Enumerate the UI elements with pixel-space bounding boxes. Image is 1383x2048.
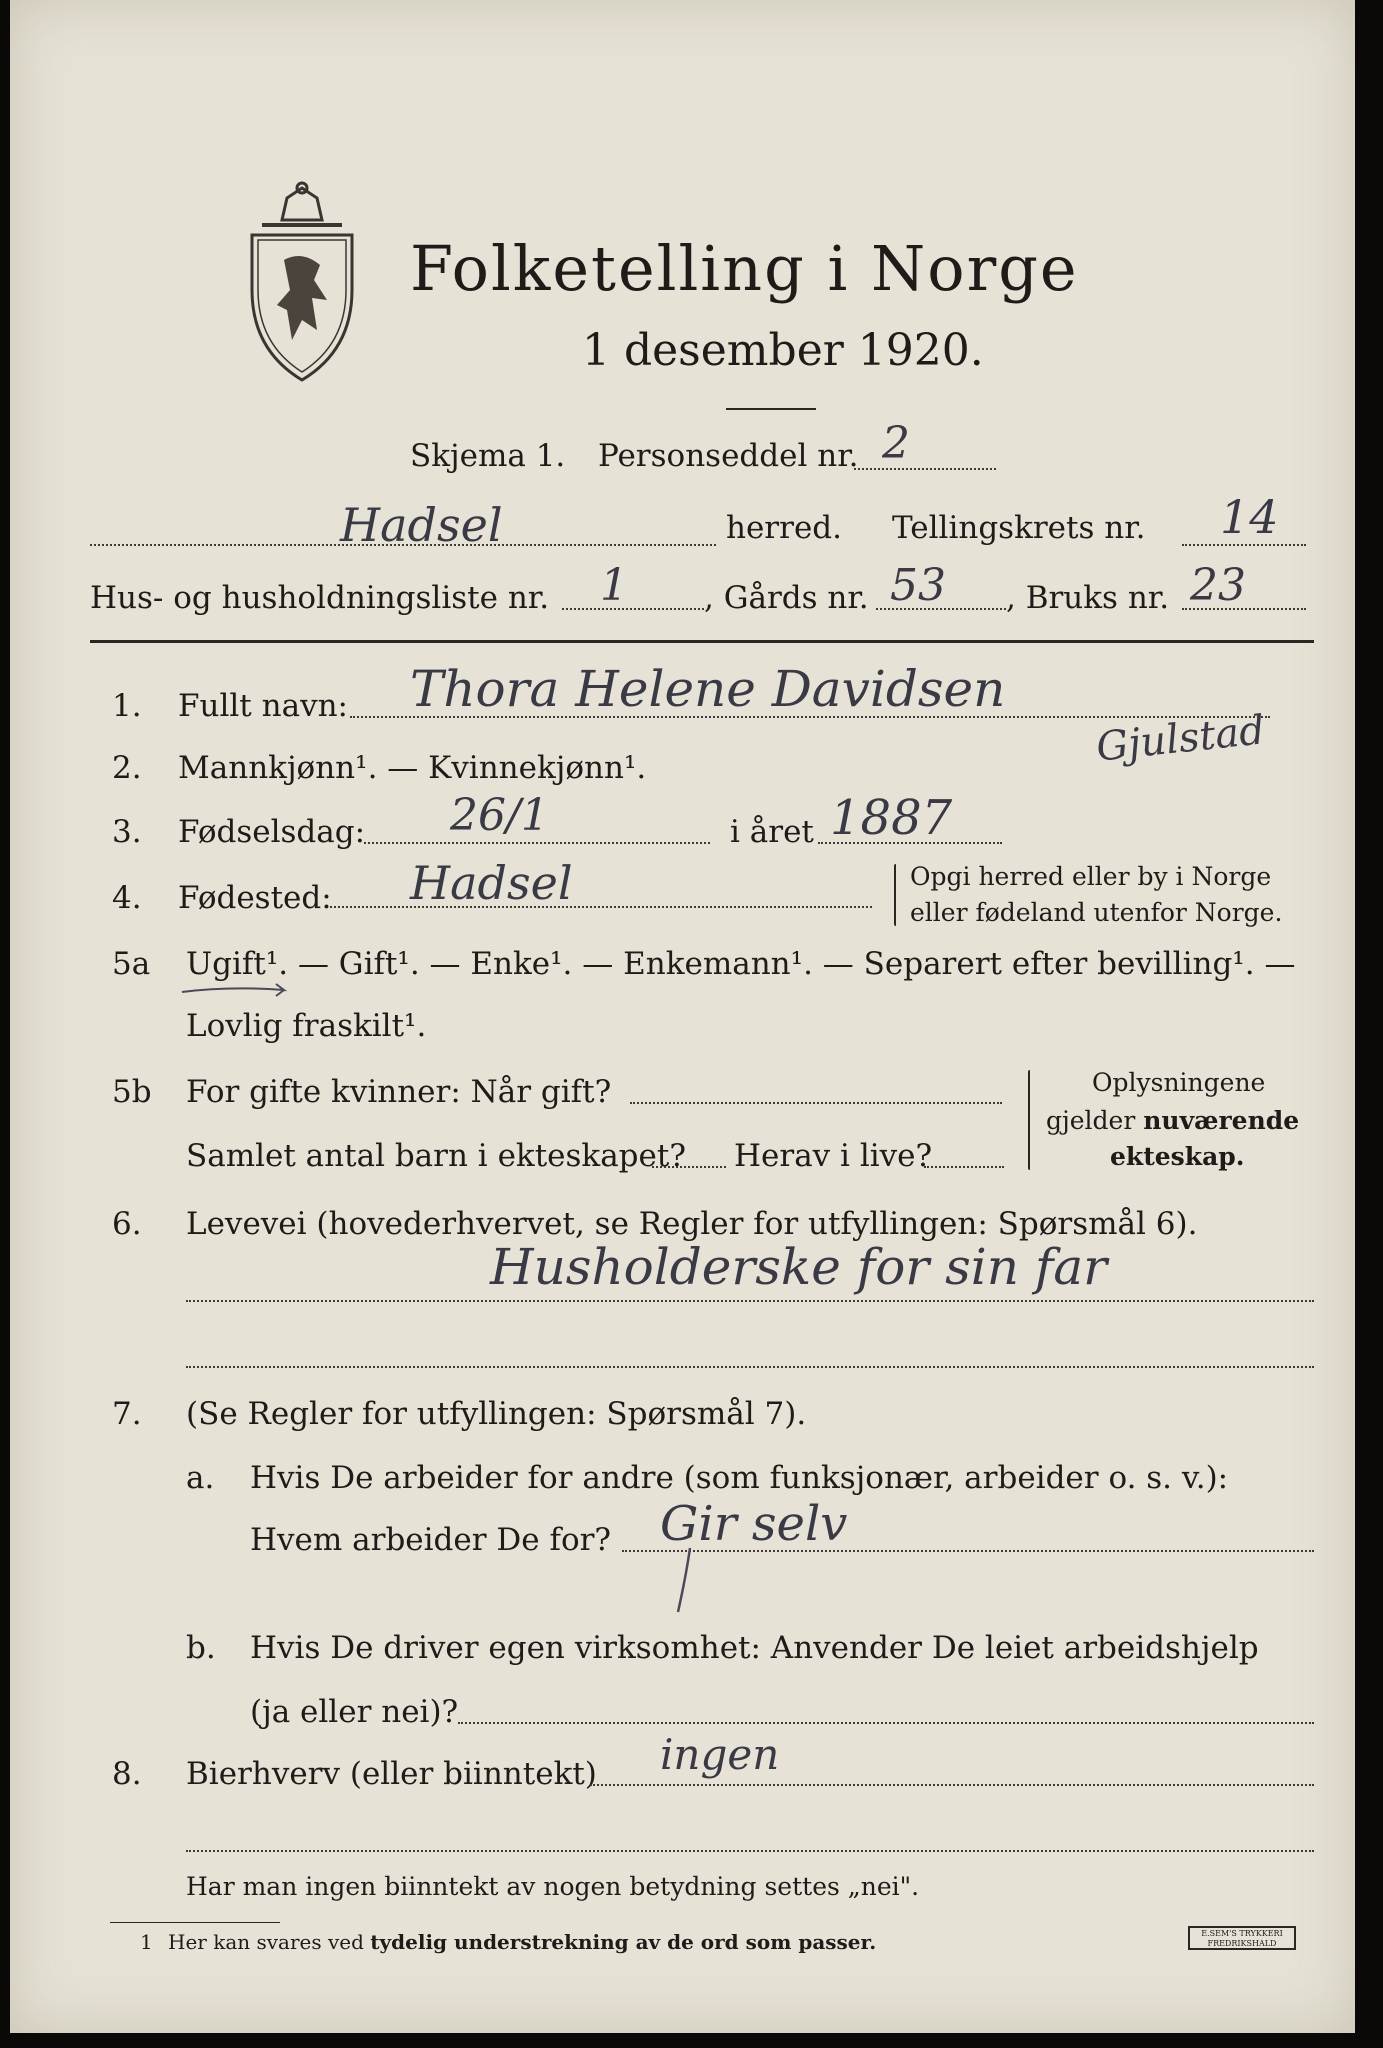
header-rule xyxy=(90,640,1314,643)
gards-value[interactable]: 53 xyxy=(890,560,946,611)
bruks-label: , Bruks nr. xyxy=(1006,580,1170,616)
q8-line1 xyxy=(590,1784,1314,1786)
q3-number: 3. xyxy=(112,814,142,850)
footnote-text-a: Her kan svares ved xyxy=(168,1930,371,1954)
ugift-underline-mark xyxy=(180,982,290,1000)
census-date: 1 desember 1920. xyxy=(582,325,984,376)
q5b-alive-label: Herav i live? xyxy=(734,1138,933,1174)
q5b-married-line xyxy=(630,1102,1002,1104)
tellingskrets-line xyxy=(1182,544,1306,546)
q7a-value[interactable]: Gir selv xyxy=(660,1496,848,1552)
q1-value[interactable]: Thora Helene Davidsen xyxy=(410,660,1006,718)
gards-label: , Gårds nr. xyxy=(704,580,869,616)
q5b-note-line2 xyxy=(1046,1106,1299,1135)
printer-stamp-line1: E.SEM'S TRYKKERI xyxy=(1201,1929,1283,1938)
q4-note-line1: Opgi herred eller by i Norge xyxy=(910,862,1272,891)
q1-label: Fullt navn: xyxy=(178,688,348,724)
q5a-line2: Lovlig fraskilt¹. xyxy=(186,1008,427,1044)
q8-value[interactable]: ingen xyxy=(660,1730,780,1779)
q6-label: Levevei (hovederhvervet, se Regler for utfyllingen: Spørsmål 6). xyxy=(186,1206,1198,1242)
q1-number: 1. xyxy=(112,688,142,724)
herred-label: herred. xyxy=(726,510,842,546)
printer-stamp xyxy=(1188,1926,1296,1950)
printer-stamp-line2: FREDRIKSHALD xyxy=(1207,1939,1277,1948)
q7b-line xyxy=(458,1722,1314,1724)
q6-line1 xyxy=(186,1300,1314,1302)
q5a-number: 5a xyxy=(112,946,151,982)
q4-value[interactable]: Hadsel xyxy=(410,856,573,910)
census-form-page xyxy=(10,0,1355,2033)
q3-label: Fødselsdag: xyxy=(178,814,366,850)
q1-extra-value[interactable]: Gjulstad xyxy=(1094,707,1267,771)
skjema-label: Skjema 1. xyxy=(410,438,566,474)
footer-note: Har man ingen biinntekt av nogen betydning settes „nei". xyxy=(186,1872,920,1901)
q8-number: 8. xyxy=(112,1756,142,1792)
q5a-line1: Ugift¹. — Gift¹. — Enke¹. — Enkemann¹. — Separert efter bevilling¹. — xyxy=(186,946,1296,982)
q5b-brace xyxy=(1028,1070,1030,1170)
q7b-letter: b. xyxy=(186,1630,216,1666)
q5b-alive-line xyxy=(924,1166,1004,1168)
hus-line xyxy=(562,608,704,610)
q7b-line2: (ja eller nei)? xyxy=(250,1694,459,1730)
q7b-line1: Hvis De driver egen virksomhet: Anvender De leiet arbeidshjelp xyxy=(250,1630,1259,1666)
personseddel-line xyxy=(854,468,996,470)
q5b-children-line xyxy=(652,1166,726,1168)
tellingskrets-label: Tellingskrets nr. xyxy=(892,510,1146,546)
q7a-line1: Hvis De arbeider for andre (som funksjonær, arbeider o. s. v.): xyxy=(250,1460,1229,1496)
q3-line xyxy=(364,842,710,844)
q5b-note-line1: Oplysningene xyxy=(1092,1068,1266,1097)
q7-label: (Se Regler for utfyllingen: Spørsmål 7). xyxy=(186,1396,807,1432)
q8-label: Bierhverv (eller biinntekt) xyxy=(186,1756,597,1792)
personseddel-label: Personseddel nr. xyxy=(598,438,859,474)
bruks-value[interactable]: 23 xyxy=(1190,560,1246,611)
footnote-mark: 1 xyxy=(140,1930,153,1954)
q2-number: 2. xyxy=(112,750,142,786)
norway-coat-of-arms-icon xyxy=(242,180,362,385)
footnote-text-b: tydelig understrekning av de ord som passer. xyxy=(370,1930,877,1954)
q6-value[interactable]: Husholderske for sin far xyxy=(490,1238,1108,1296)
q3-year-value[interactable]: 1887 xyxy=(830,790,953,846)
q5b-note-line2-a: gjelder xyxy=(1046,1106,1144,1135)
form-title: Folketelling i Norge xyxy=(410,232,1079,305)
q6-number: 6. xyxy=(112,1206,142,1242)
q4-note-line2: eller fødeland utenfor Norge. xyxy=(910,898,1283,927)
footnote-divider xyxy=(110,1922,280,1923)
tellingskrets-value[interactable]: 14 xyxy=(1220,490,1279,544)
herred-value[interactable]: Hadsel xyxy=(340,498,503,552)
q7a-line2: Hvem arbeider De for? xyxy=(250,1522,612,1558)
q5b-note-line3: ekteskap. xyxy=(1110,1142,1245,1171)
footnote-text xyxy=(168,1930,876,1954)
q8-line2 xyxy=(186,1850,1314,1852)
q2-label: Mannkjønn¹. — Kvinnekjønn¹. xyxy=(178,750,647,786)
q3-value[interactable]: 26/1 xyxy=(450,790,549,841)
q3-year-label: i året xyxy=(730,814,814,850)
q4-label: Fødested: xyxy=(178,880,332,916)
q7-number: 7. xyxy=(112,1396,142,1432)
q6-line2 xyxy=(186,1366,1314,1368)
q4-number: 4. xyxy=(112,880,142,916)
personseddel-value[interactable]: 2 xyxy=(882,418,910,469)
hus-value[interactable]: 1 xyxy=(600,560,628,611)
q5b-line1: For gifte kvinner: Når gift? xyxy=(186,1074,612,1110)
hus-label: Hus- og husholdningsliste nr. xyxy=(90,580,550,616)
q7a-letter: a. xyxy=(186,1460,215,1496)
q5b-note-line2-b: nuværende xyxy=(1143,1106,1300,1135)
title-divider xyxy=(726,408,816,410)
q7a-pen-stroke xyxy=(670,1546,700,1616)
q5b-children-label: Samlet antal barn i ekteskapet? xyxy=(186,1138,686,1174)
q5b-number: 5b xyxy=(112,1074,152,1110)
q4-brace xyxy=(894,864,896,926)
